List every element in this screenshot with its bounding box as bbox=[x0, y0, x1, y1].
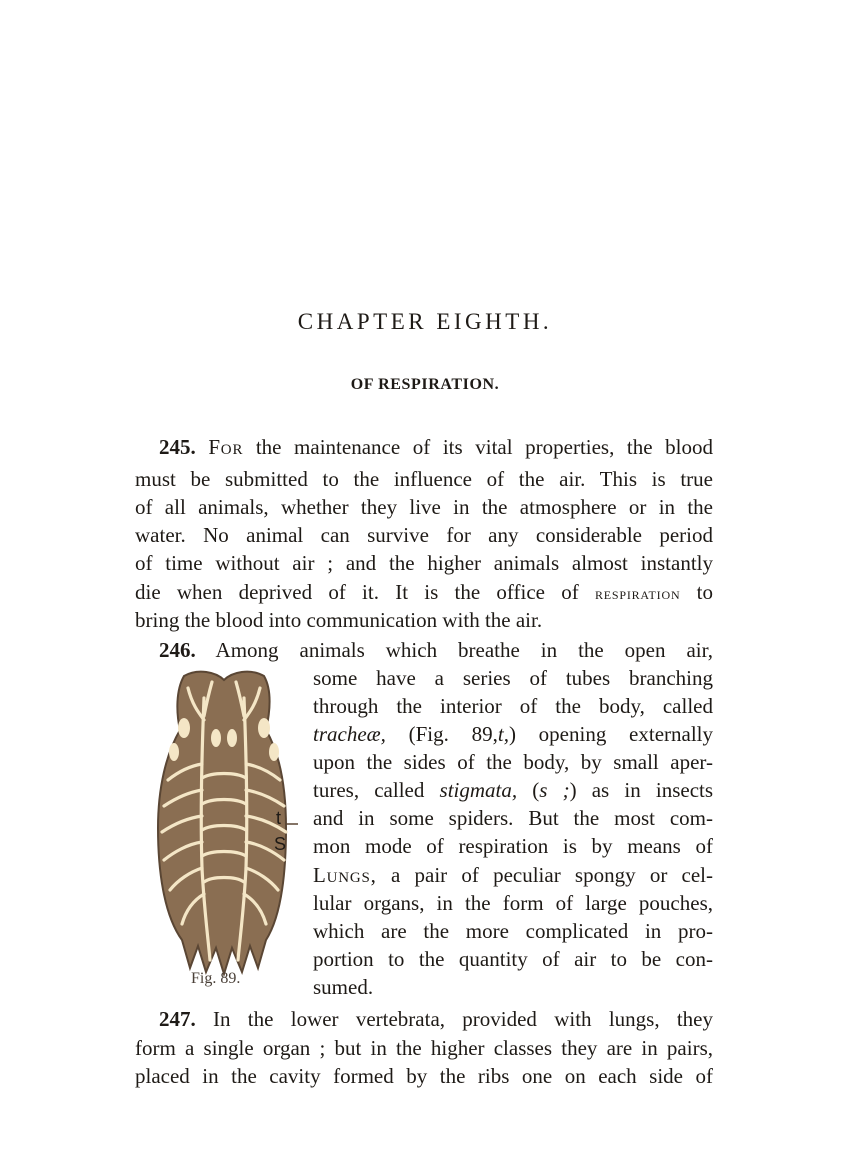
text-span: tures, called bbox=[313, 778, 425, 802]
term-lungs: Lungs, bbox=[313, 863, 377, 887]
paragraph-246-line-7: and in some spiders. But the most com- bbox=[313, 806, 713, 830]
paragraph-246-line-6 bbox=[313, 776, 713, 804]
text-span: ) as in insects bbox=[569, 778, 714, 802]
paragraph-number-245: 245. bbox=[159, 435, 196, 459]
paragraph-246-line-9 bbox=[313, 861, 713, 889]
paragraph-246-line-13: sumed. bbox=[313, 975, 374, 999]
paragraph-247-line-2: form a single organ ; but in the higher classes they are in pairs, bbox=[135, 1036, 713, 1060]
term-stigmata: stigmata, bbox=[439, 778, 518, 802]
paragraph-245-line-3: of all animals, whether they live in the atmosphere or in the bbox=[135, 495, 713, 519]
text-span: ) opening externally bbox=[508, 722, 713, 746]
paragraph-245-line-2: must be submitted to the influence of the air. This is true bbox=[135, 467, 713, 491]
paragraph-246-line-4 bbox=[313, 720, 713, 748]
paragraph-245-line-4: water. No animal can survive for any considerable period bbox=[135, 523, 713, 547]
term-respiration: respiration bbox=[594, 584, 681, 603]
text-span: ( bbox=[532, 778, 540, 802]
paragraph-246-line-2: some have a series of tubes branching bbox=[313, 666, 713, 690]
text-span: the maintenance of its vital properties, the blood bbox=[255, 435, 713, 459]
paragraph-245-line-6 bbox=[135, 578, 713, 608]
first-word: For bbox=[208, 435, 244, 459]
text-span: die when deprived of it. It is the office of bbox=[135, 580, 579, 604]
paragraph-247-line-1 bbox=[159, 1005, 713, 1033]
section-title: OF RESPIRATION. bbox=[350, 376, 500, 393]
figure-ref-t: t, bbox=[497, 722, 509, 746]
text-span: (Fig. 89, bbox=[408, 722, 498, 746]
text-span: to bbox=[696, 580, 713, 604]
paragraph-245-line-5: of time without air ; and the higher animals almost instantly bbox=[135, 551, 713, 575]
paragraph-246-line-10: lular organs, in the form of large pouches, bbox=[313, 891, 713, 915]
figure-letter-s: S bbox=[274, 834, 287, 854]
term-tracheae: tracheæ, bbox=[313, 722, 386, 746]
paragraph-245-line-7: bring the blood into communication with the air. bbox=[135, 608, 543, 632]
paragraph-246-line-12: portion to the quantity of air to be con- bbox=[313, 947, 713, 971]
paragraph-246-line-11: which are the more complicated in pro- bbox=[313, 919, 713, 943]
paragraph-246-line-5: upon the sides of the body, by small aper- bbox=[313, 750, 713, 774]
text-span: a pair of peculiar spongy or cel- bbox=[390, 863, 714, 887]
paragraph-247-line-3: placed in the cavity formed by the ribs one on each side of bbox=[135, 1064, 713, 1088]
paragraph-number-246: 246. bbox=[159, 638, 196, 662]
paragraph-number-247: 247. bbox=[159, 1007, 196, 1031]
figure-caption: Fig. 89. bbox=[191, 970, 241, 987]
paragraph-246-line-1 bbox=[159, 636, 713, 664]
paragraph-246-line-8: mon mode of respiration is by means of bbox=[313, 834, 713, 858]
text-span: In the lower vertebrata, provided with lungs, they bbox=[213, 1007, 714, 1031]
figure-ref-s: s ; bbox=[539, 778, 570, 802]
figure-letter-t: t bbox=[276, 808, 282, 828]
paragraph-245-line-1 bbox=[159, 433, 713, 461]
paragraph-246-line-3: through the interior of the body, called bbox=[313, 694, 713, 718]
text-span: Among animals which breathe in the open air, bbox=[215, 638, 714, 662]
chapter-title: CHAPTER EIGHTH. bbox=[297, 309, 553, 334]
